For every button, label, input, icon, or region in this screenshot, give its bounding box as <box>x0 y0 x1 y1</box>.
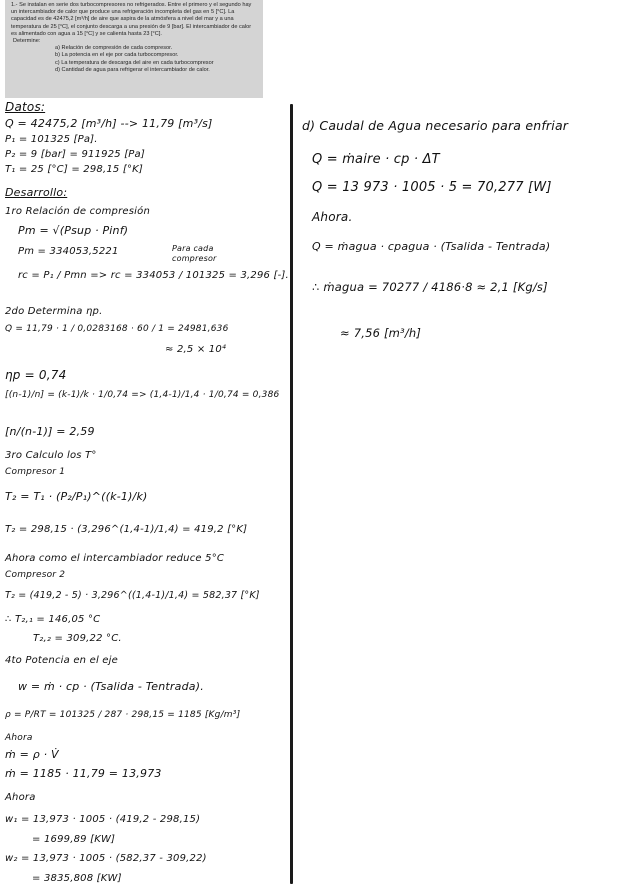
power-w1-value: = 1699,89 [KW] <box>32 834 116 845</box>
determine-label: Determine: <box>13 38 41 45</box>
step-3-title: 3ro Calculo los T° <box>5 450 97 461</box>
given-t1: T₁ = 25 [°C] = 298,15 [°K] <box>5 164 144 175</box>
t2-compressor-1: T₂ = 298,15 · (3,296^(1,4-1)/1,4) = 419,2 [°K] <box>5 524 248 535</box>
heat-formula: Q = ṁaire · cp · ΔT <box>312 152 440 167</box>
part-d-title: d) Caudal de Agua necesario para enfriar <box>302 118 569 133</box>
exponent-formula: [(n-1)/n] = (k-1)/k · 1/0,74 => (1,4-1)/1,4 · 1/0,74 = 0,386 <box>5 390 280 400</box>
flow-approx: ≈ 2,5 × 10⁴ <box>165 344 227 355</box>
mass-flow-formula: ṁ = ρ · V̇ <box>5 748 59 761</box>
per-compressor-note: Para cada compresor <box>172 244 217 263</box>
t21-celsius: ∴ T₂,₁ = 146,05 °C <box>5 614 101 625</box>
water-heat-formula: Q = ṁagua · cpagua · (Tsalida - Tentrada) <box>312 240 551 253</box>
power-formula: w = ṁ · cp · (Tsalida - Tentrada). <box>18 680 204 693</box>
density-calc: ρ = P/RT = 101325 / 287 · 298,15 = 1185 [Kg/m³] <box>5 710 241 720</box>
t2-compressor-2: T₂ = (419,2 - 5) · 3,296^((1,4-1)/1,4) = 582,37 [°K] <box>5 590 260 601</box>
question-item-c: c) La temperatura de descarga del aire en cada turbocompresor <box>55 59 214 66</box>
step-1-title: 1ro Relación de compresión <box>5 206 150 217</box>
pm-value: Pm = 334053,5221 <box>18 246 119 257</box>
compressor-1-label: Compresor 1 <box>5 467 66 477</box>
power-w2-value: = 3835,808 [KW] <box>32 873 122 884</box>
exponent-value: [n/(n-1)] = 2,59 <box>5 425 95 438</box>
rc-formula: rc = P₁ / Pmn => rc = 334053 / 101325 = 3,296 [-]. <box>18 270 289 281</box>
question-item-d: d) Cantidad de agua para refrigerar el intercambiador de calor. <box>55 66 210 73</box>
water-volume-flow: ≈ 7,56 [m³/h] <box>340 326 422 340</box>
datos-heading: Datos: <box>5 100 46 114</box>
given-p2: P₂ = 9 [bar] = 911925 [Pa] <box>5 149 145 160</box>
step-2-title: 2do Determina ηp. <box>5 306 103 317</box>
heat-value: Q = 13 973 · 1005 · 5 = 70,277 [W] <box>312 180 552 195</box>
desarrollo-heading: Desarrollo: <box>5 186 68 199</box>
pm-formula: Pm = √(Psup · Pinf) <box>18 224 129 237</box>
power-w1-formula: w₁ = 13,973 · 1005 · (419,2 - 298,15) <box>5 814 201 825</box>
water-mass-flow: ∴ ṁagua = 70277 / 4186·8 ≈ 2,1 [Kg/s] <box>312 280 548 294</box>
question-item-b: b) La potencia en el eje por cada turbocompresor. <box>55 52 179 59</box>
ahora-label-2: Ahora <box>5 792 36 803</box>
ahora-label-1: Ahora <box>5 733 33 743</box>
column-divider <box>290 104 293 884</box>
flow-conversion: Q = 11,79 · 1 / 0,0283168 · 60 / 1 = 24981,636 <box>5 324 229 334</box>
compressor-2-label: Compresor 2 <box>5 570 66 580</box>
t22-celsius: T₂,₂ = 309,22 °C. <box>33 633 122 644</box>
eta-p-value: ηp = 0,74 <box>5 368 67 382</box>
power-w2-formula: w₂ = 13,973 · 1005 · (582,37 - 309,22) <box>5 853 207 864</box>
problem-statement-text: 1.- Se instalan en serie dos turbocompresores no refrigerados. Entre el primero y el segundo hay un intercambiador de calor que produce una refrigeración incompleta del gas en 5 [°C]. La capacidad es de 42475,2 [m³/h] de aire que aspira de la atmósfera a nivel del mar y a una temperatura de 25 [°C], el conjunto descarga a una presión de 9 [bar]. El intercambiador de calor es alimentado con agua a 15 [°C] y se calienta hasta 23 [°C]. <box>11 2 252 37</box>
problem-statement-image <box>5 0 263 98</box>
t2-formula: T₂ = T₁ · (P₂/P₁)^((k-1)/k) <box>5 490 148 503</box>
question-list <box>11 45 257 74</box>
intercooler-note: Ahora como el intercambiador reduce 5°C <box>5 553 225 564</box>
mass-flow-value: ṁ = 1185 · 11,79 = 13,973 <box>5 767 162 780</box>
ahora-label-right: Ahora. <box>312 210 353 224</box>
step-4-title: 4to Potencia en el eje <box>5 655 118 666</box>
given-p1: P₁ = 101325 [Pa]. <box>5 134 98 145</box>
question-item-a: a) Relación de compresión de cada compresor. <box>55 45 173 52</box>
given-flow: Q = 42475,2 [m³/h] --> 11,79 [m³/s] <box>5 117 213 130</box>
